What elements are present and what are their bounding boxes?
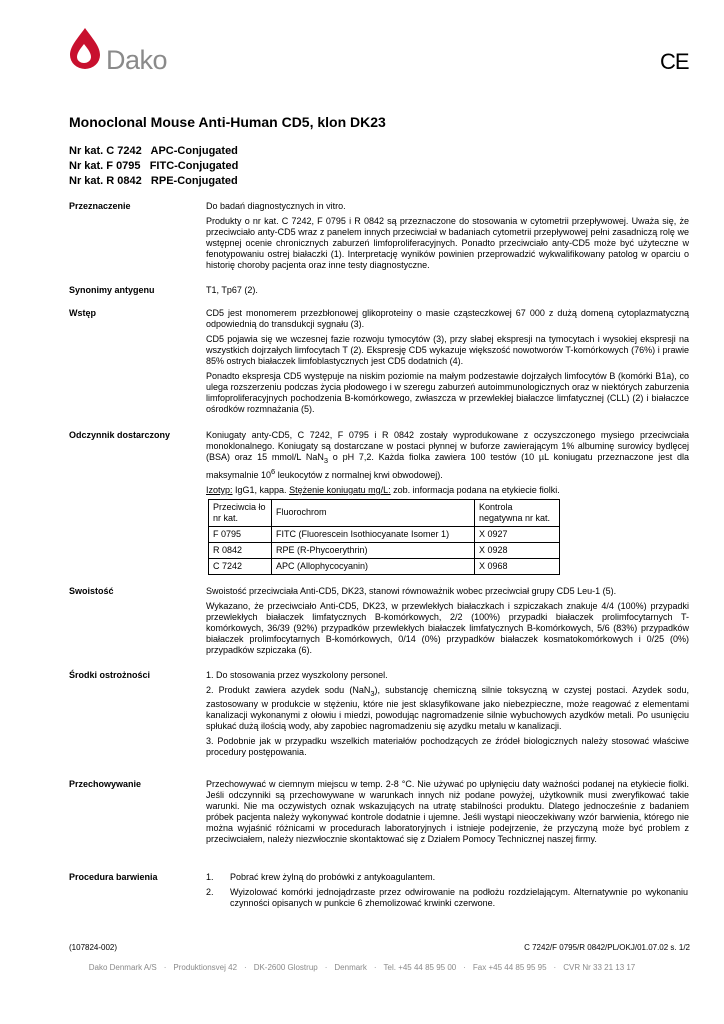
company-address: Dako Denmark A/S · Produktionsvej 42 · DK-2600 Glostrup · Denmark · Tel. +45 44 85 95 00 · Fax +45 44 85 95 95 · CVR Nr 33 21 13 17 [88,963,636,972]
table-header-row [209,499,560,526]
paragraph: T1, Tp67 (2). [206,285,258,295]
section-label: Swoistość [69,586,114,596]
table-row [209,558,560,574]
table-cell: APC (Allophycocyanin) [272,558,475,574]
paragraph: Ponadto ekspresja CD5 występuje na niskim poziomie na małym podzestawie dojrzałych limfocytów B (komórki B1a), co ulega rozszerzeniu podczas życia płodowego i w szeregu zaburzeń autoimmunologicznych oraz w niektórych zaburzenia limfoproliferacyjnych pochodzenia B-komórkowego, zwłaszcza w przewlekłej białaczce limfatycznej (CLL) (2) i białaczce ośrodków rozmnażania (5). [206,371,689,414]
ce-mark: CE [660,49,689,74]
list-item: 1. Pobrać krew żylną do probówki z antykoagulantem. [206,872,436,882]
catalog-line: Nr kat. R 0842 RPE-Conjugated [69,175,238,187]
table-cell: X 0968 [475,558,560,574]
reagent-table [208,499,560,575]
paragraph: Izotyp: IgG1, kappa. Stężenie koniugatu mg/L: zob. informacja podana na etykiecie fiolki. [206,484,560,495]
table-header: Kontrola negatywna nr kat. [475,499,560,526]
paragraph: CD5 jest monomerem przezbłonowej glikoproteiny o masie cząsteczkowej 67 000 z dużą domeną cytoplazmatyczną odpowiednią do transdukcji sygnału (3). [206,308,689,329]
paragraph: Do badań diagnostycznych in vitro. [206,201,346,211]
table-cell: F 0795 [209,526,272,542]
table-row [209,526,560,542]
paragraph: Produkty o nr kat. C 7242, F 0795 i R 0842 są przeznaczone do stosowania w cytometrii przepływowej. Uważa się, że przeciwciało anty-CD5 wraz z panelem innych przeciwciał w badaniach cytometrii przepływowej pełni zasadniczą rolę we wstępnej ocenie chronicznych zaburzeń limfoproliferacyjnych. Ponadto przeciwciało anty-CD5 może być użyteczne w fenotypowaniu ostrej białaczki (1). Interpretację wyników powinien przeprowadzić wykwalifikowany patolog w oparciu o historię choroby pacjenta oraz inne testy diagnostyczne. [206,216,689,270]
dako-drop-icon [68,26,104,70]
page-title: Monoclonal Mouse Anti-Human CD5, klon DK23 [69,114,386,130]
catalog-line: Nr kat. C 7242 APC-Conjugated [69,145,238,157]
paragraph: 3. Podobnie jak w przypadku wszelkich materiałów pochodzących ze źródeł biologicznych należy stosować właściwe procedury postępowania. [206,735,689,757]
section-label: Wstęp [69,308,96,318]
section-label: Procedura barwienia [69,872,158,882]
paragraph: Przechowywać w ciemnym miejscu w temp. 2-8 °C. Nie używać po upłynięciu daty ważności podanej na etykiecie fiolki. Jeśli odczynniki są przechowywane w warunkach innych niż podane powyżej, użytkownik musi zweryfikować takie warunki. Nie ma oczywistych oznak wskazujących na utratę stabilności produktu. Dlatego jednocześnie z badaniem próbek pacjenta należy wykonywać kontrole dodatnie i ujemne. Jeśli wystąpi nieoczekiwany wzór barwienia, którego nie można wyjaśnić różnicami w procedurach laboratoryjnych i istnieje podejrzenie, że przyczyną może być problem z przeciwciałem, należy niezwłocznie skontaktować się z Działem Pomocy Technicznej naszej firmy. [206,779,689,844]
document-code: (107824-002) [69,943,118,952]
table-row [209,542,560,558]
section-label: Synonimy antygenu [69,285,155,295]
paragraph: CD5 pojawia się we wczesnej fazie rozwoju tymocytów (3), przy słabej ekspresji na tymocytach i wysokiej ekspresji na wszystkich dojrzałych limfocytach T (2). Ekspresję CD5 wykazuje większość nowotworów T-komórkowych (76%) i prawie 85% ostrych białaczek limfoblastycznych jest CD5 dodatnich (4). [206,334,689,366]
table-header: Przeciwcia ło nr kat. [209,499,272,526]
table-cell: C 7242 [209,558,272,574]
table-cell: X 0928 [475,542,560,558]
section-label: Odczynnik dostarczony [69,430,171,440]
paragraph: Swoistość przeciwciała Anti-CD5, DK23, stanowi równoważnik wobec przeciwciał grupy CD5 Leu-1 (5). [206,586,617,596]
brand-name: Dako [106,45,168,75]
catalog-line: Nr kat. F 0795 FITC-Conjugated [69,160,239,172]
section-label: Przeznaczenie [69,201,131,211]
table-cell: RPE (R-Phycoerythrin) [272,542,475,558]
paragraph: 1. Do stosowania przez wyszkolony personel. [206,670,388,680]
paragraph: Koniugaty anty-CD5, C 7242, F 0795 i R 0842 zostały wyprodukowane z oczyszczonego mysiego przeciwciała monoklonalnego. Koniugaty są dostarczane w postaci płynnej w buforze zawierającym 1% albuminę surowicy bydlęcej (BSA) oraz 15 mmol/L NaN$_3$ o pH 7,2. Każda fiolka zawiera 100 testów (10 µL koniugatu przeznaczone jest dla maksymalnie $10^6$ leukocytów z normalnej krwi obwodowej). [206,430,689,480]
table-cell: R 0842 [209,542,272,558]
document-reference: C 7242/F 0795/R 0842/PL/OKJ/01.07.02 s. 1/2 [524,943,690,952]
dako-logo [68,26,198,76]
table-cell: X 0927 [475,526,560,542]
list-item: 2. Wyizolować komórki jednojądrzaste przez odwirowanie na podłożu rozdzielającym. Alternatywnie po wykonaniu czynności opisanych w punkcie 6 zhemolizować krwinki czerwone. [206,887,688,908]
paragraph: 2. Produkt zawiera azydek sodu (NaN$_3$), substancję chemiczną silnie toksyczną w czystej postaci. Azydek sodu, zastosowany w produkcie w stężeniu, które nie jest sklasyfikowane jako niebezpieczne, może reagować z elementami kanalizacji wykonanymi z ołowiu i miedzi, powodując nagromadzenie silnie wybuchowych azydków metali. Po usunięciu spłukać dużą ilością wody, aby zapobiec nagromadzeniu się azydku metalu w kanalizacji. [206,685,689,731]
table-header: Fluorochrom [272,499,475,526]
paragraph: Wykazano, że przeciwciało Anti-CD5, DK23, w przewlekłych białaczkach i szpiczakach znakuje 4/4 (100%) przypadki przewlekłych białaczek limfatycznych B-komórkowych, 2/2 (100%) przypadki białaczek prolimfocytarnych T-komórkowych, 36/39 (92%) przypadków przewlekłych białaczek limfatycznych B-komórkowych, 5/6 (83%) przypadków białaczek prolimfocytarnych B-komórkowych, 0/14 (0%) przypadków białaczek kosmatokomórkowych i 0/25 (0%) przypadków szpiczaka (6). [206,601,689,655]
section-label: Środki ostrożności [69,670,151,680]
section-label: Przechowywanie [69,779,142,789]
table-cell: FITC (Fluorescein Isothiocyanate Isomer 1) [272,526,475,542]
